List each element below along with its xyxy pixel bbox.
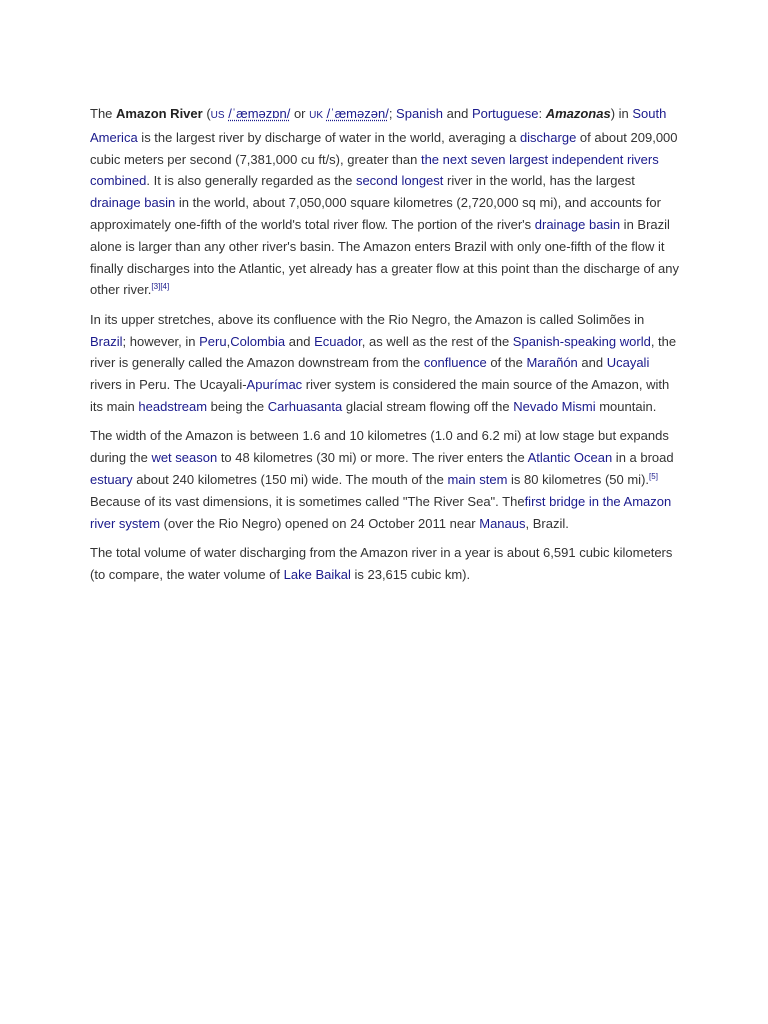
- body-text: The total volume of water discharging from the Amazon river in a year is about 6,591 cubic kilometers (to compare, the water volume of: [90, 544, 673, 582]
- article-link[interactable]: estuary: [90, 471, 133, 487]
- body-text: rivers in Peru. The Ucayali-: [90, 377, 247, 393]
- body-text: ) in: [610, 106, 633, 121]
- article-link[interactable]: Marañón: [526, 355, 578, 371]
- body-text: in Brazil alone is larger than any other river's basin. The Amazon enters Brazil with only one-fifth of the flow it finally discharges into the Atlantic, yet already has a greater flow at this point than the discharge of any other river.: [90, 216, 679, 298]
- body-text: river system is considered the main source of the Amazon, with its main: [90, 377, 670, 414]
- body-text: of the: [486, 355, 527, 371]
- body-text: glacial stream flowing off the: [342, 398, 514, 414]
- article-body: [90, 103, 680, 593]
- article-paragraph: [90, 542, 680, 586]
- pronunciation-region-link[interactable]: UK: [309, 110, 324, 121]
- article-link[interactable]: main stem: [447, 471, 508, 487]
- article-link[interactable]: Carhuasanta: [267, 398, 343, 414]
- body-text: (over the Rio Negro) opened on 24 October 2011 near: [160, 515, 480, 531]
- body-text: river in the world, has the largest: [443, 173, 635, 189]
- body-text: or: [290, 106, 310, 121]
- body-text: ;: [388, 106, 397, 121]
- body-text: of about 209,000 cubic meters per second (7,381,000 cu ft/s), greater than: [90, 129, 678, 167]
- article-link[interactable]: the next seven largest independent rivers combined: [90, 151, 659, 189]
- article-subject: Amazon River: [116, 106, 203, 121]
- article-link[interactable]: Peru: [199, 333, 227, 349]
- article-link[interactable]: Apurímac: [246, 377, 303, 393]
- body-text: , the river is generally called the Amazon downstream from the: [90, 333, 677, 371]
- article-paragraph: [90, 425, 680, 534]
- article-link[interactable]: Lake Baikal: [283, 566, 351, 582]
- citation-link[interactable]: [5]: [649, 471, 658, 481]
- body-text: to 48 kilometres (30 mi) or more. The river enters the: [217, 450, 528, 466]
- body-text: ,: [226, 333, 231, 349]
- article-link[interactable]: confluence: [423, 355, 487, 371]
- article-link[interactable]: drainage basin: [534, 216, 621, 232]
- body-text: ; however, in: [122, 333, 200, 349]
- body-text: , as well as the rest of the: [361, 333, 513, 349]
- article-link[interactable]: headstream: [138, 398, 208, 414]
- article-link[interactable]: Spanish: [396, 106, 444, 121]
- body-text: and: [443, 106, 472, 121]
- article-link[interactable]: Portuguese: [471, 106, 539, 121]
- ipa-pronunciation-link[interactable]: /ˈæməzən/: [326, 106, 389, 121]
- article-link[interactable]: Spanish-speaking world: [512, 333, 651, 349]
- article-link[interactable]: Atlantic Ocean: [527, 450, 613, 466]
- article-link[interactable]: discharge: [519, 129, 577, 145]
- article-paragraph: [90, 309, 680, 418]
- ipa-pronunciation-link[interactable]: /ˈæməzɒn/: [228, 106, 291, 121]
- body-text: . It is also generally regarded as the: [146, 173, 356, 189]
- article-link[interactable]: second longest: [355, 173, 444, 189]
- citation: [649, 472, 658, 481]
- article-link[interactable]: Brazil: [90, 333, 123, 349]
- citation-link[interactable]: [3][4]: [151, 282, 170, 292]
- article-link[interactable]: Nevado Mismi: [513, 398, 596, 414]
- article-link[interactable]: Manaus: [479, 515, 526, 531]
- body-text: , Brazil.: [525, 515, 569, 531]
- article-link[interactable]: South America: [90, 106, 667, 145]
- body-text: (: [202, 106, 211, 121]
- article-link[interactable]: wet season: [151, 450, 218, 466]
- article-link[interactable]: Ecuador: [314, 333, 362, 349]
- body-text: is 23,615 cubic km).: [350, 566, 471, 582]
- body-text: and: [285, 333, 315, 349]
- body-text: in a broad: [612, 450, 674, 466]
- body-text: is the largest river by discharge of water in the world, averaging a: [137, 129, 520, 145]
- body-text: being the: [207, 398, 268, 414]
- body-text: In its upper stretches, above its confluence with the Rio Negro, the Amazon is called Solimões in: [90, 311, 645, 327]
- body-text: The width of the Amazon is between 1.6 and 10 kilometres (1.0 and 6.2 mi) at low stage but expands during the: [90, 428, 669, 466]
- body-text: is 80 kilometres (50 mi).: [507, 471, 650, 487]
- body-text: mountain.: [595, 398, 657, 414]
- native-name: Amazonas: [545, 106, 611, 121]
- article-link[interactable]: first bridge in the Amazon river system: [90, 493, 672, 531]
- pronunciation-region-link[interactable]: US: [210, 110, 225, 121]
- body-text: :: [538, 106, 546, 121]
- body-text: and: [577, 355, 607, 371]
- article-link[interactable]: drainage basin: [90, 195, 176, 211]
- article-link[interactable]: Colombia: [230, 333, 286, 349]
- article-paragraph: [90, 103, 680, 301]
- body-text: in the world, about 7,050,000 square kilometres (2,720,000 sq mi), and accounts for approximately one-fifth of the world's total river flow. The portion of the river's: [90, 195, 661, 232]
- article-link[interactable]: Ucayali: [606, 355, 650, 371]
- body-text: about 240 kilometres (150 mi) wide. The mouth of the: [132, 471, 448, 487]
- citation: [151, 282, 169, 291]
- body-text: The: [90, 106, 117, 121]
- body-text: Because of its vast dimensions, it is sometimes called "The River Sea". The: [90, 493, 525, 509]
